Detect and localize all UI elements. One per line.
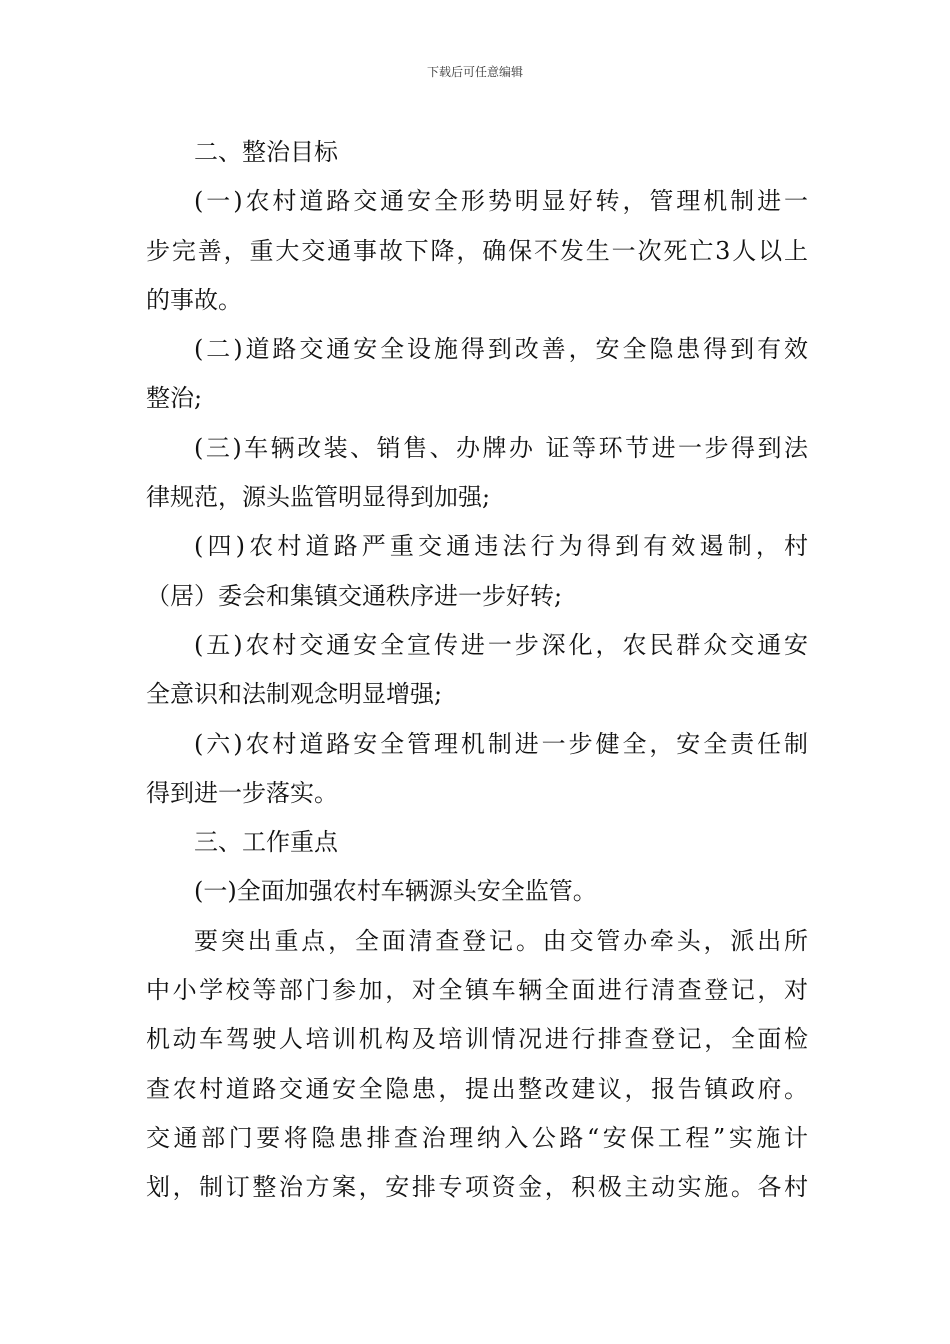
text-line: 二、整治目标 [194,138,338,166]
text-line: 步完善，重大交通事故下降，确保不发生一次死亡3人以上 [146,236,808,265]
text-line: 三、工作重点 [194,828,338,857]
text-line: 交通部门要将隐患排查治理纳入公路“安保工程”实施计 [146,1123,808,1152]
text-line: 律规范，源头监管明显得到加强; [146,483,491,512]
text-line: 机动车驾驶人培训机构及培训情况进行排查登记，全面检 [146,1025,808,1054]
text-line: 查农村道路交通安全隐患，提出整改建议，报告镇政府。 [146,1074,808,1103]
text-line: 的事故。 [146,285,242,314]
page-header: 下载后可任意编辑 [426,65,523,79]
text-line: 得到进一步落实。 [146,778,338,807]
text-line: 要突出重点，全面清查登记。由交管办牵头，派出所 [194,926,808,955]
text-line: (一)农村道路交通安全形势明显好转，管理机制进一 [194,187,808,216]
text-line: 全意识和法制观念明显增强; [146,680,443,709]
text-line: 划，制订整治方案，安排专项资金，积极主动实施。各村 [146,1173,808,1202]
text-line: (二)道路交通安全设施得到改善，安全隐患得到有效 [194,335,808,364]
text-line: (五)农村交通安全宣传进一步深化，农民群众交通安 [194,630,808,659]
text-line: (六)农村道路安全管理机制进一步健全，安全责任制 [194,729,808,758]
text-line: (一)全面加强农村车辆源头安全监管。 [194,877,597,906]
text-line: （居）委会和集镇交通秩序进一步好转; [146,581,563,610]
text-line: (四)农村道路严重交通违法行为得到有效遏制，村 [194,532,808,561]
text-line: (三)车辆改装、销售、办牌办 证等环节进一步得到法 [194,433,808,462]
text-line: 整治; [146,384,203,413]
document-body [146,128,808,1213]
text-line: 中小学校等部门参加，对全镇车辆全面进行清查登记，对 [146,976,808,1005]
